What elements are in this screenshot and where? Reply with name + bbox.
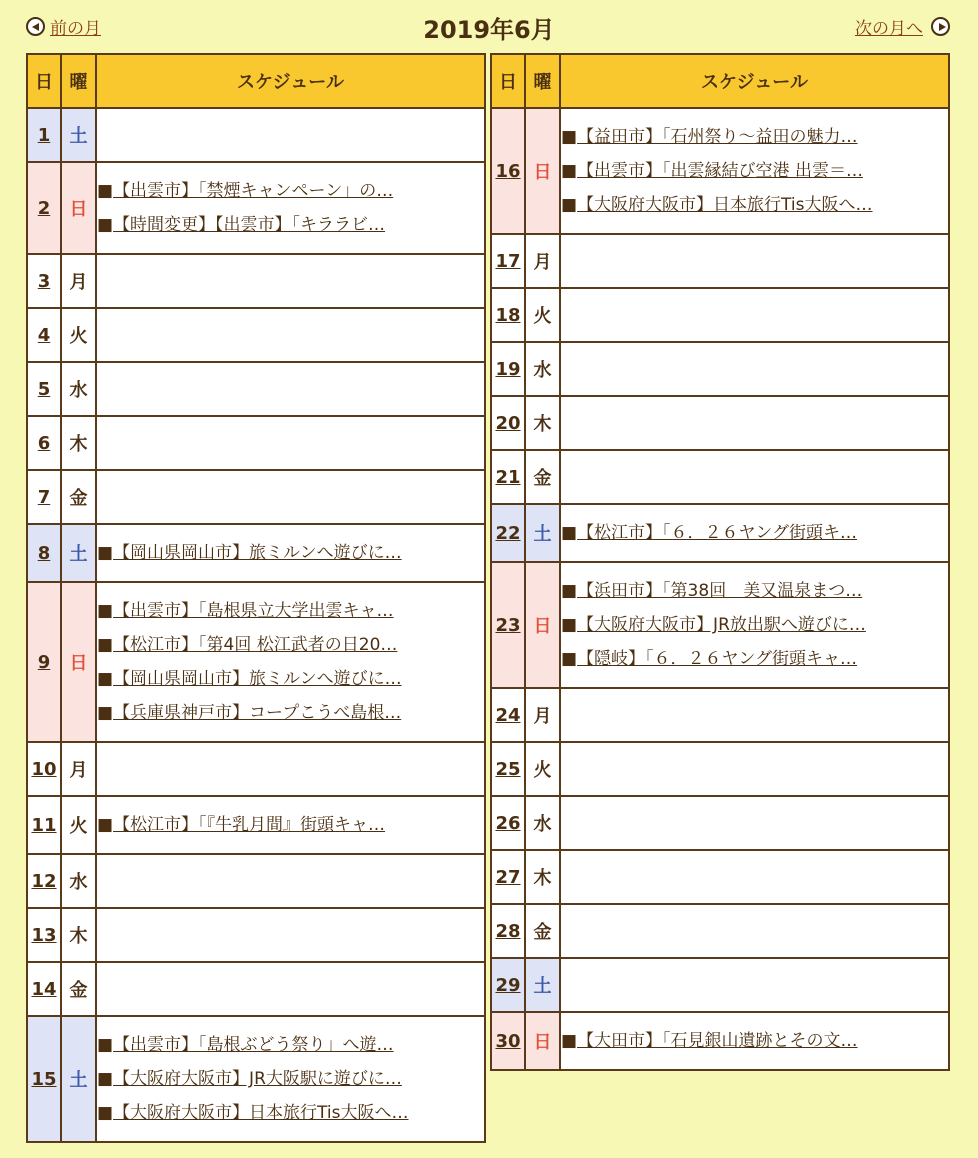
event-link[interactable] [97, 808, 484, 842]
schedule-cell [560, 288, 949, 342]
event-link[interactable] [97, 1062, 484, 1096]
event-title: 【岡山県岡山市】旅ミルンへ遊びに… [113, 669, 402, 689]
day-link[interactable]: 2 [37, 197, 51, 219]
day-number-cell [491, 688, 525, 742]
event-link[interactable] [97, 1028, 484, 1062]
event-link[interactable] [97, 662, 484, 696]
day-number-cell [27, 854, 61, 908]
weekday-cell: 火 [61, 796, 96, 854]
event-title: 【時間変更】【出雲市】「キララビ… [113, 215, 386, 235]
day-link[interactable]: 4 [37, 324, 51, 346]
event-link[interactable] [97, 594, 484, 628]
calendar-day-row [491, 396, 949, 450]
event-link[interactable] [97, 174, 484, 208]
day-number-cell [491, 562, 525, 688]
calendar-day-row [491, 234, 949, 288]
calendar-day-row [27, 854, 485, 908]
day-number-cell [27, 796, 61, 854]
event-title: 【浜田市】「第38回 美又温泉まつ… [577, 581, 863, 601]
calendar-day-row [27, 742, 485, 796]
bullet-icon: ■ [561, 1031, 578, 1051]
day-number-cell [491, 234, 525, 288]
bullet-icon: ■ [97, 543, 114, 563]
weekday-cell: 水 [525, 796, 560, 850]
bullet-icon: ■ [97, 703, 114, 723]
calendar-day-row [27, 254, 485, 308]
day-link[interactable]: 6 [37, 432, 51, 454]
event-link[interactable] [561, 608, 948, 642]
weekday-cell: 木 [61, 416, 96, 470]
weekday-cell: 水 [61, 854, 96, 908]
bullet-icon: ■ [97, 1069, 114, 1089]
bullet-icon: ■ [97, 635, 114, 655]
schedule-cell [96, 908, 485, 962]
day-link[interactable]: 25 [495, 758, 521, 780]
bullet-icon: ■ [561, 161, 578, 181]
calendar-day-row [27, 362, 485, 416]
day-link[interactable]: 16 [495, 160, 521, 182]
event-title: 【松江市】「６．２６ヤング街頭キ… [577, 523, 858, 543]
day-link[interactable]: 27 [495, 866, 521, 888]
weekday-cell: 土 [61, 1016, 96, 1142]
header-weekday: 曜 [61, 54, 96, 108]
weekday-cell: 火 [525, 288, 560, 342]
event-link[interactable] [561, 120, 948, 154]
day-number-cell [27, 470, 61, 524]
event-link[interactable] [97, 1096, 484, 1130]
weekday-cell: 月 [61, 742, 96, 796]
bullet-icon: ■ [561, 523, 578, 543]
day-number-cell [27, 362, 61, 416]
bullet-icon: ■ [97, 669, 114, 689]
weekday-cell: 月 [525, 688, 560, 742]
schedule-cell [560, 342, 949, 396]
day-link[interactable]: 21 [495, 466, 521, 488]
calendar-day-row [27, 308, 485, 362]
calendar-day-row [491, 958, 949, 1012]
weekday-cell: 土 [61, 524, 96, 582]
table-header-row [491, 54, 949, 108]
weekday-cell: 土 [525, 958, 560, 1012]
schedule-cell [96, 254, 485, 308]
calendar-day-row [491, 108, 949, 234]
event-link[interactable] [561, 154, 948, 188]
day-link[interactable]: 26 [495, 812, 521, 834]
day-link[interactable]: 3 [37, 270, 51, 292]
calendar-day-row [491, 904, 949, 958]
calendar-day-row [491, 1012, 949, 1070]
day-number-cell [491, 796, 525, 850]
day-number-cell [491, 504, 525, 562]
calendar-table-left [26, 53, 486, 1143]
schedule-cell [560, 108, 949, 234]
schedule-cell [560, 504, 949, 562]
event-title: 【兵庫県神戸市】コープこうべ島根… [113, 703, 402, 723]
next-month-link[interactable] [855, 14, 950, 39]
day-link[interactable]: 11 [31, 814, 57, 836]
weekday-cell: 日 [525, 562, 560, 688]
schedule-cell [96, 796, 485, 854]
event-title: 【出雲市】「禁煙キャンペーン」の… [113, 181, 394, 201]
weekday-cell: 月 [61, 254, 96, 308]
event-title: 【松江市】「『牛乳月間』街頭キャ… [113, 815, 386, 835]
day-link[interactable]: 14 [31, 978, 57, 1000]
day-number-cell [491, 108, 525, 234]
weekday-cell: 水 [525, 342, 560, 396]
schedule-cell [560, 688, 949, 742]
calendar-day-row [27, 416, 485, 470]
schedule-cell [560, 904, 949, 958]
weekday-cell: 木 [61, 908, 96, 962]
schedule-cell [560, 562, 949, 688]
schedule-cell [96, 162, 485, 254]
weekday-cell: 金 [525, 904, 560, 958]
day-number-cell [491, 450, 525, 504]
weekday-cell: 火 [61, 308, 96, 362]
day-number-cell [491, 288, 525, 342]
calendar-day-row [27, 108, 485, 162]
header-schedule: スケジュール [560, 54, 949, 108]
day-number-cell [491, 850, 525, 904]
weekday-cell: 土 [525, 504, 560, 562]
event-title: 【出雲市】「島根ぶどう祭り」へ遊… [113, 1035, 394, 1055]
day-number-cell [491, 1012, 525, 1070]
schedule-cell [96, 582, 485, 742]
bullet-icon: ■ [561, 615, 578, 635]
schedule-cell [96, 362, 485, 416]
event-link[interactable] [561, 642, 948, 676]
weekday-cell: 木 [525, 850, 560, 904]
day-link[interactable]: 13 [31, 924, 57, 946]
weekday-cell: 日 [61, 582, 96, 742]
schedule-cell [96, 962, 485, 1016]
event-link[interactable] [97, 208, 484, 242]
schedule-cell [560, 958, 949, 1012]
weekday-cell: 金 [525, 450, 560, 504]
event-title: 【出雲市】「出雲縁結び空港 出雲＝… [577, 161, 863, 181]
calendar-day-row [27, 1016, 485, 1142]
day-number-cell [27, 962, 61, 1016]
schedule-cell [96, 854, 485, 908]
day-link[interactable]: 19 [495, 358, 521, 380]
circle-right-arrow-icon [931, 17, 950, 36]
calendar-day-row [27, 162, 485, 254]
calendar-day-row [491, 742, 949, 796]
day-link[interactable]: 29 [495, 974, 521, 996]
bullet-icon: ■ [97, 1103, 114, 1123]
bullet-icon: ■ [561, 127, 578, 147]
bullet-icon: ■ [97, 215, 114, 235]
day-number-cell [27, 742, 61, 796]
event-link[interactable] [561, 188, 948, 222]
schedule-cell [96, 416, 485, 470]
day-number-cell [491, 742, 525, 796]
day-number-cell [27, 908, 61, 962]
day-link[interactable]: 23 [495, 614, 521, 636]
event-title: 【大田市】「石見銀山遺跡とその文… [577, 1031, 858, 1051]
schedule-cell [96, 308, 485, 362]
schedule-cell [560, 850, 949, 904]
day-number-cell [27, 1016, 61, 1142]
day-link[interactable]: 7 [37, 486, 51, 508]
calendar-day-row [27, 962, 485, 1016]
schedule-cell [96, 108, 485, 162]
day-link[interactable]: 24 [495, 704, 521, 726]
bullet-icon: ■ [561, 581, 578, 601]
day-link[interactable]: 28 [495, 920, 521, 942]
day-number-cell [27, 524, 61, 582]
schedule-cell [560, 742, 949, 796]
day-number-cell [491, 958, 525, 1012]
day-link[interactable]: 30 [495, 1030, 521, 1052]
event-title: 【益田市】「石州祭り～益田の魅力… [577, 127, 858, 147]
day-number-cell [27, 254, 61, 308]
prev-month-label: 前の月 [50, 19, 101, 39]
schedule-cell [96, 524, 485, 582]
weekday-cell: 金 [61, 962, 96, 1016]
event-link[interactable] [561, 1024, 948, 1058]
day-link[interactable]: 20 [495, 412, 521, 434]
weekday-cell: 木 [525, 396, 560, 450]
bullet-icon: ■ [561, 195, 578, 215]
schedule-cell [96, 470, 485, 524]
calendar-day-row [491, 796, 949, 850]
bullet-icon: ■ [97, 181, 114, 201]
calendar-table-right [490, 53, 950, 1071]
schedule-cell [96, 1016, 485, 1142]
day-number-cell [491, 904, 525, 958]
header-weekday: 曜 [525, 54, 560, 108]
day-link[interactable]: 15 [31, 1068, 57, 1090]
day-number-cell [27, 108, 61, 162]
calendar-day-row [491, 450, 949, 504]
event-link[interactable] [97, 536, 484, 570]
schedule-cell [560, 234, 949, 288]
weekday-cell: 日 [61, 162, 96, 254]
calendar-day-row [491, 850, 949, 904]
event-title: 【大阪府大阪市】日本旅行Tis大阪へ… [577, 195, 873, 215]
calendar-day-row [27, 908, 485, 962]
weekday-cell: 水 [61, 362, 96, 416]
schedule-cell [560, 396, 949, 450]
event-link[interactable] [97, 628, 484, 662]
calendar-day-row [27, 524, 485, 582]
calendar-day-row [27, 582, 485, 742]
day-link[interactable]: 8 [37, 542, 51, 564]
day-link[interactable]: 18 [495, 304, 521, 326]
schedule-cell [560, 796, 949, 850]
day-number-cell [27, 582, 61, 742]
event-title: 【大阪府大阪市】JR放出駅へ遊びに… [577, 615, 866, 635]
day-number-cell [491, 396, 525, 450]
event-title: 【大阪府大阪市】日本旅行Tis大阪へ… [113, 1103, 409, 1123]
weekday-cell: 日 [525, 108, 560, 234]
calendar-day-row [491, 288, 949, 342]
calendar-day-row [491, 688, 949, 742]
header-day: 日 [491, 54, 525, 108]
day-link[interactable]: 22 [495, 522, 521, 544]
event-title: 【岡山県岡山市】旅ミルンへ遊びに… [113, 543, 402, 563]
day-link[interactable]: 17 [495, 250, 521, 272]
calendar-day-row [491, 342, 949, 396]
weekday-cell: 月 [525, 234, 560, 288]
bullet-icon: ■ [97, 815, 114, 835]
header-day: 日 [27, 54, 61, 108]
day-number-cell [27, 308, 61, 362]
bullet-icon: ■ [561, 649, 578, 669]
event-title: 【隠岐】「６．２６ヤング街頭キャ… [577, 649, 858, 669]
event-title: 【松江市】「第4回 松江武者の日20… [113, 635, 398, 655]
day-link[interactable]: 10 [31, 758, 57, 780]
calendar-day-row [491, 562, 949, 688]
header-schedule: スケジュール [96, 54, 485, 108]
event-title: 【出雲市】「島根県立大学出雲キャ… [113, 601, 394, 621]
day-link[interactable]: 1 [37, 124, 51, 146]
table-header-row [27, 54, 485, 108]
schedule-cell [560, 450, 949, 504]
calendar-day-row [491, 504, 949, 562]
day-link[interactable]: 12 [31, 870, 57, 892]
bullet-icon: ■ [97, 601, 114, 621]
month-title: 2019年6月 [423, 16, 555, 44]
day-link[interactable]: 9 [37, 651, 51, 673]
bullet-icon: ■ [97, 1035, 114, 1055]
event-link[interactable] [97, 696, 484, 730]
weekday-cell: 土 [61, 108, 96, 162]
next-month-label: 次の月へ [855, 19, 923, 39]
calendar-day-row [27, 470, 485, 524]
event-link[interactable] [561, 574, 948, 608]
day-number-cell [27, 162, 61, 254]
schedule-cell [560, 1012, 949, 1070]
event-link[interactable] [561, 516, 948, 550]
weekday-cell: 日 [525, 1012, 560, 1070]
calendar-day-row [27, 796, 485, 854]
day-number-cell [27, 416, 61, 470]
day-link[interactable]: 5 [37, 378, 51, 400]
weekday-cell: 火 [525, 742, 560, 796]
schedule-cell [96, 742, 485, 796]
event-title: 【大阪府大阪市】JR大阪駅に遊びに… [113, 1069, 402, 1089]
day-number-cell [491, 342, 525, 396]
weekday-cell: 金 [61, 470, 96, 524]
